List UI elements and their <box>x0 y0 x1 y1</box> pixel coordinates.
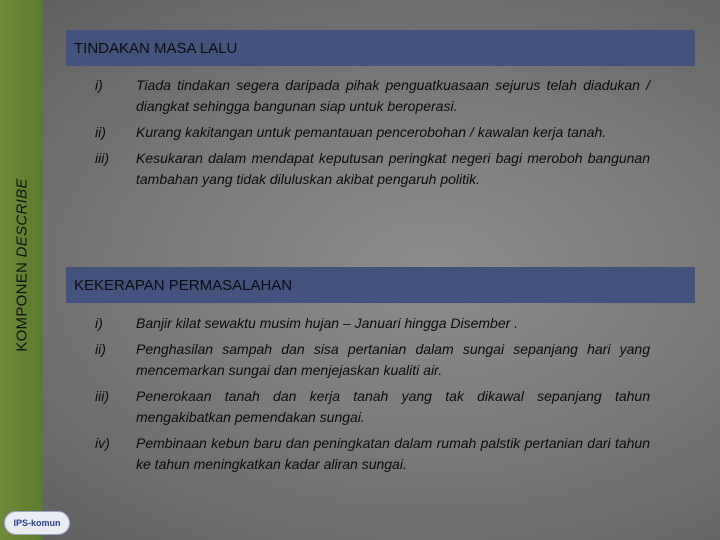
item-text: Kurang kakitangan untuk pemantauan pencerobohan / kawalan kerja tanah. <box>136 124 607 140</box>
problem-frequency-list <box>95 313 650 480</box>
section-title: KEKERAPAN PERMASALAHAN <box>74 276 293 294</box>
list-item <box>95 75 650 117</box>
item-text: Banjir kilat sewaktu musim hujan – Januari hingga Disember . <box>136 315 519 331</box>
item-number: iii) <box>95 150 109 166</box>
item-number: i) <box>95 315 103 331</box>
past-actions-list <box>95 75 650 195</box>
item-text: Penerokaan tanah dan kerja tanah yang tak dikawal sepanjang tahun mengakibatkan pemendakan sungai. <box>136 388 650 425</box>
item-number: ii) <box>95 341 106 357</box>
list-item <box>95 339 650 381</box>
item-text: Tiada tindakan segera daripada pihak penguatkuasaan sejurus telah diadukan / diangkat sehingga bangunan siap untuk beroperasi. <box>136 77 650 114</box>
item-text: Pembinaan kebun baru dan peningkatan dalam rumah palstik pertanian dari tahun ke tahun meningkatkan kadar aliran sungai. <box>136 435 650 472</box>
list-item <box>95 313 650 334</box>
sidebar-label-emphasis: DESCRIBE <box>13 178 31 258</box>
item-number: iv) <box>95 435 110 451</box>
sidebar-label-main: KOMPONEN <box>13 261 31 352</box>
list-item <box>95 386 650 428</box>
section-title: TINDAKAN MASA LALU <box>74 39 238 57</box>
list-item <box>95 433 650 475</box>
item-text: Kesukaran dalam mendapat keputusan peringkat negeri bagi meroboh bangunan tambahan yang tidak diluluskan akibat pengaruh politik. <box>136 150 650 187</box>
list-item <box>95 148 650 190</box>
item-number: i) <box>95 77 103 93</box>
item-number: iii) <box>95 388 109 404</box>
list-item <box>95 122 650 143</box>
section-header-past-actions <box>66 30 695 66</box>
item-text: Penghasilan sampah dan sisa pertanian dalam sungai sepanjang hari yang mencemarkan sungai dan menjejaskan kualiti air. <box>136 341 650 378</box>
sidebar-label <box>14 178 31 351</box>
sidebar-band <box>0 0 43 540</box>
logo <box>4 511 70 535</box>
item-number: ii) <box>95 124 106 140</box>
section-header-problem-frequency <box>66 267 695 303</box>
logo-text: IPS-komun <box>13 518 61 528</box>
